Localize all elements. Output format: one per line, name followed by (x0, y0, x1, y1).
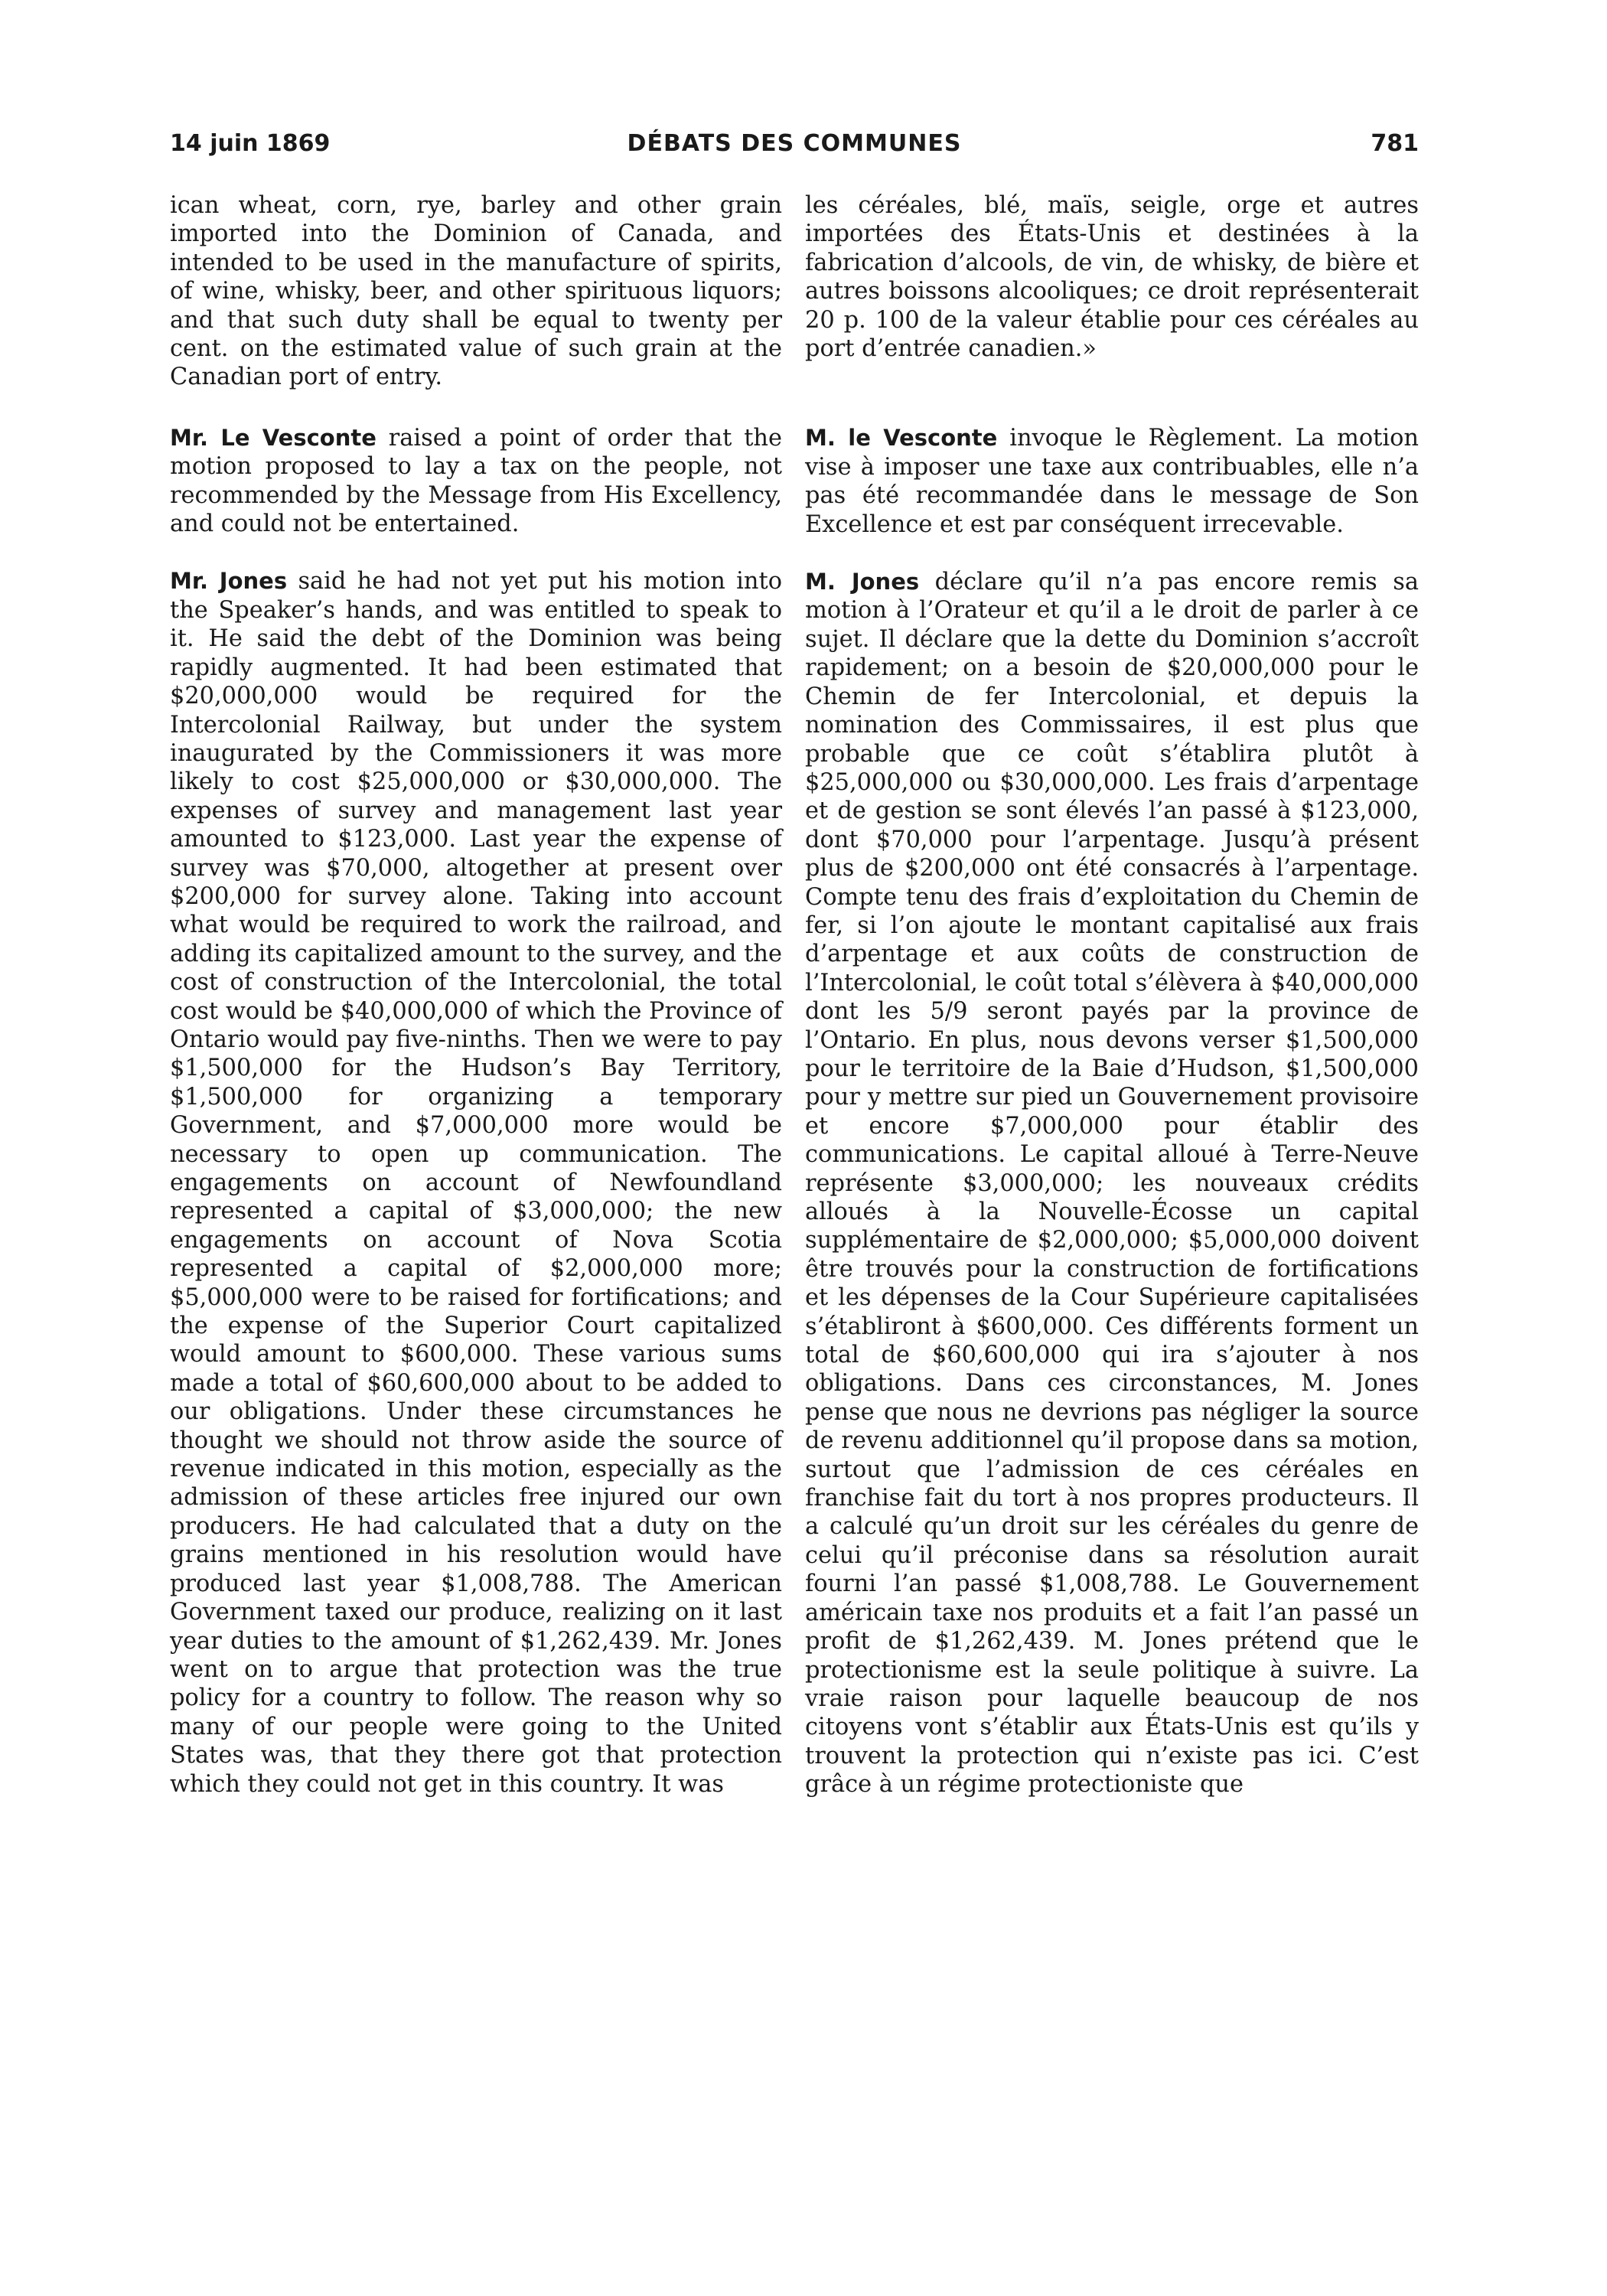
speech-text: déclare qu’il n’a pas encore remis sa motion à l’Orateur et qu’il a le droit de parler à ce sujet. Il déclare que la dette du Dominion s’accroît rapidement; on a besoin de $20,000,000 pour le Chemin de fer Intercolonial, et depuis la nomination des Commissaires, il est plus que probable que ce coût s’établira plutôt à $25,000,000 ou $30,000,000. Les frais d’arpentage et de gestion se sont élevés l’an passé à $123,000, dont $70,000 pour l’arpentage. Jusqu’à présent plus de $200,000 ont été consacrés à l’arpentage. Compte tenu des frais d’exploitation du Chemin de fer, si l’on ajoute le montant capitalisé aux frais d’arpentage et aux coûts de construction de l’Intercolonial, le coût total s’élèvera à $40,000,000 dont les 5/9 seront payés par la province de l’Ontario. En plus, nous devons verser $1,500,000 pour le territoire de la Baie d’Hudson, $1,500,000 pour y mettre sur pied un Gouvernement provisoire et encore $7,000,000 pour établir des communications. Le capital alloué à Terre-Neuve représente $3,000,000; les nouveaux crédits alloués à la Nouvelle-Écosse un capital supplémentaire de $2,000,000; $5,000,000 doivent être trouvés pour la construction de fortifications et les dépenses de la Cour Supérieure capitalisées s’établiront à $600,000. Ces différents forment un total de $60,600,000 qui ira s’ajouter à nos obligations. Dans ces circonstances, M. Jones pense que nous ne devrions pas négliger la source de revenu additionnel qu’il propose dans sa motion, surtout que l’admission de ces céréales en franchise fait du tort à nos propres producteurs. Il a calculé qu’un droit sur les céréales du genre de celui qu’il préconise dans sa résolution aurait fourni l’an passé $1,008,788. Le Gouvernement américain taxe nos produits et a fait l’an passé un profit de $1,262,439. M. Jones prétend que le protectionisme est la seule politique à suivre. La vraie raison pour laquelle beaucoup de nos citoyens vont s’établir aux États-Unis est qu’ils y trouvent la protection qui n’existe pas ici. C’est grâce à un régime protectioniste que (805, 569, 1419, 1799)
speech-text: said he had not yet put his motion into the Speaker’s hands, and was entitled to speak to it. He said the debt of the Dominion was being rapidly augmented. It had been estimated that $20,000,000 would be required for the Intercolonial Railway, but under the system inaugurated by the Commissioners it was more likely to cost $25,000,000 or $30,000,000. The expenses of survey and management last year amounted to $123,000. Last year the expense of survey was $70,000, altogether at present over $200,000 for survey alone. Taking into account what would be required to work the railroad, and adding its capitalized amount to the survey, and the cost of construction of the Intercolonial, the total cost would be $40,000,000 of which the Province of Ontario would pay five-ninths. Then we were to pay $1,500,000 for the Hudson’s Bay Territory, $1,500,000 for organizing a temporary Government, and $7,000,000 more would be necessary to open up communication. The engagements on account of Newfoundland represented a capital of $3,000,000; the new engagements on account of Nova Scotia represented a capital of $2,000,000 more; $5,000,000 were to be raised for fortifications; and the expense of the Superior Court capitalized would amount to $600,000. These various sums made a total of $60,600,000 about to be added to our obligations. Under these circumstances he thought we should not throw aside the source of revenue indicated in this motion, especially as the admission of these articles free injured our own producers. He had calculated that a duty on the grains mentioned in his resolution would have produced last year $1,008,788. The American Government taxed our produce, realizing on it last year duties to the amount of $1,262,439. Mr. Jones went on to argue that protection was the true policy for a country to follow. The reason why so many of our people were going to the United States was, that they there got that protection which they could not get in this country. It was (170, 568, 782, 1798)
header-title: DÉBATS DES COMMUNES (627, 130, 962, 157)
page-number: 781 (1371, 130, 1419, 157)
speaker-name: M. Jones (805, 569, 920, 595)
speech-text: invoque le Règlement. La motion vise à imposer une taxe aux contribuables, elle n’a pas été recommandée dans le message de Son Excellence et est par conséquent irrecevable. (805, 425, 1419, 538)
speaker-name: M. le Vesconte (805, 425, 998, 452)
french-paragraph-le-vesconte (805, 424, 1419, 539)
speaker-name: Mr. Le Vesconte (170, 424, 376, 451)
header-date: 14 juin 1869 (170, 130, 331, 157)
english-paragraph-le-vesconte (170, 424, 782, 539)
french-paragraph-jones (805, 568, 1419, 1799)
english-paragraph-jones (170, 567, 782, 1798)
english-column (170, 191, 782, 1799)
french-paragraph-continuation: les céréales, blé, maïs, seigle, orge et autres importées des États-Unis et destinées à la fabrication d’alcools, de vin, de whisky, de bière et autres boissons alcooliques; ce droit représenterait 20 p. 100 de la valeur établie pour ces céréales au port d’entrée canadien.» (805, 192, 1419, 363)
page-header (170, 130, 1419, 161)
speaker-name: Mr. Jones (170, 568, 288, 595)
french-column (805, 191, 1419, 1799)
english-paragraph-continuation: ican wheat, corn, rye, barley and other grain imported into the Dominion of Canada, and intended to be used in the manufacture of spirits, of wine, whisky, beer, and other spirituous liquors; and that such duty shall be equal to twenty per cent. on the estimated value of such grain at the Canadian port of entry. (170, 192, 782, 391)
speech-text: raised a point of order that the motion proposed to lay a tax on the people, not recommended by the Message from His Excellency, and could not be entertained. (170, 424, 782, 538)
